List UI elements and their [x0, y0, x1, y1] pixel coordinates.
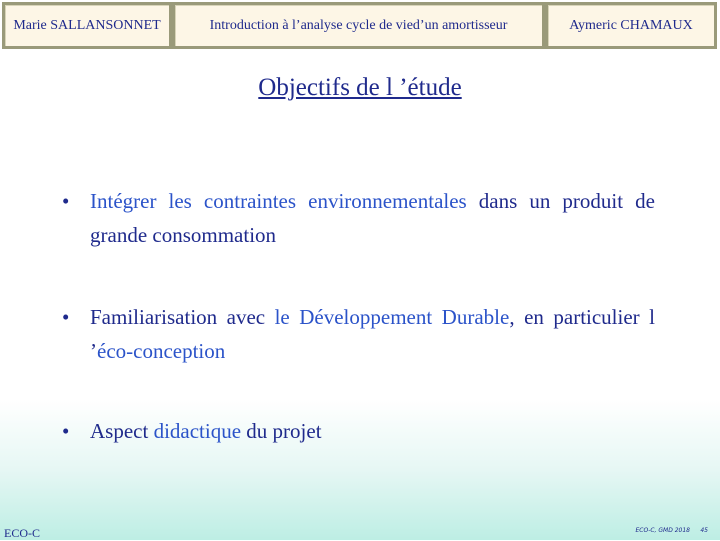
bullet-item [60, 300, 655, 368]
bullet-text-highlight: le Développement Durable [274, 305, 510, 329]
page-number: 45 [700, 527, 708, 534]
header-author-right [545, 2, 717, 49]
footer-label: ECO-C [4, 526, 40, 540]
header-author-left-text: Marie SALLANSONNET [13, 17, 161, 33]
bullet-text-highlight: didactique [153, 419, 242, 443]
footer-course-label: ECO-C, GMD 2018 [635, 527, 690, 534]
header-presentation-title-text: Introduction à l’analyse cycle de vied’un amortisseur [209, 17, 508, 33]
bullet-text-highlight: éco-conception [97, 339, 226, 363]
bullet-text: Familiarisation avec [90, 305, 275, 329]
bullet-text: Aspect [90, 419, 154, 443]
bullet-marker: • [62, 305, 70, 329]
bullet-text-highlight: Intégrer les contraintes environnementales [90, 189, 467, 213]
bullet-item [60, 184, 655, 252]
header-presentation-title [172, 2, 545, 49]
header-author-left [2, 2, 172, 49]
slide-title: Objectifs de l ’étude [258, 74, 462, 101]
header-author-right-text: Aymeric CHAMAUX [569, 17, 693, 33]
bullet-marker: • [62, 419, 70, 443]
bullet-text: dans un produit de grande consommation [90, 189, 655, 247]
bullet-text: du projet [241, 419, 322, 443]
bullet-marker: • [62, 189, 70, 213]
bullet-text: , en particulier l ’ [90, 305, 655, 363]
bullet-item [60, 414, 655, 448]
